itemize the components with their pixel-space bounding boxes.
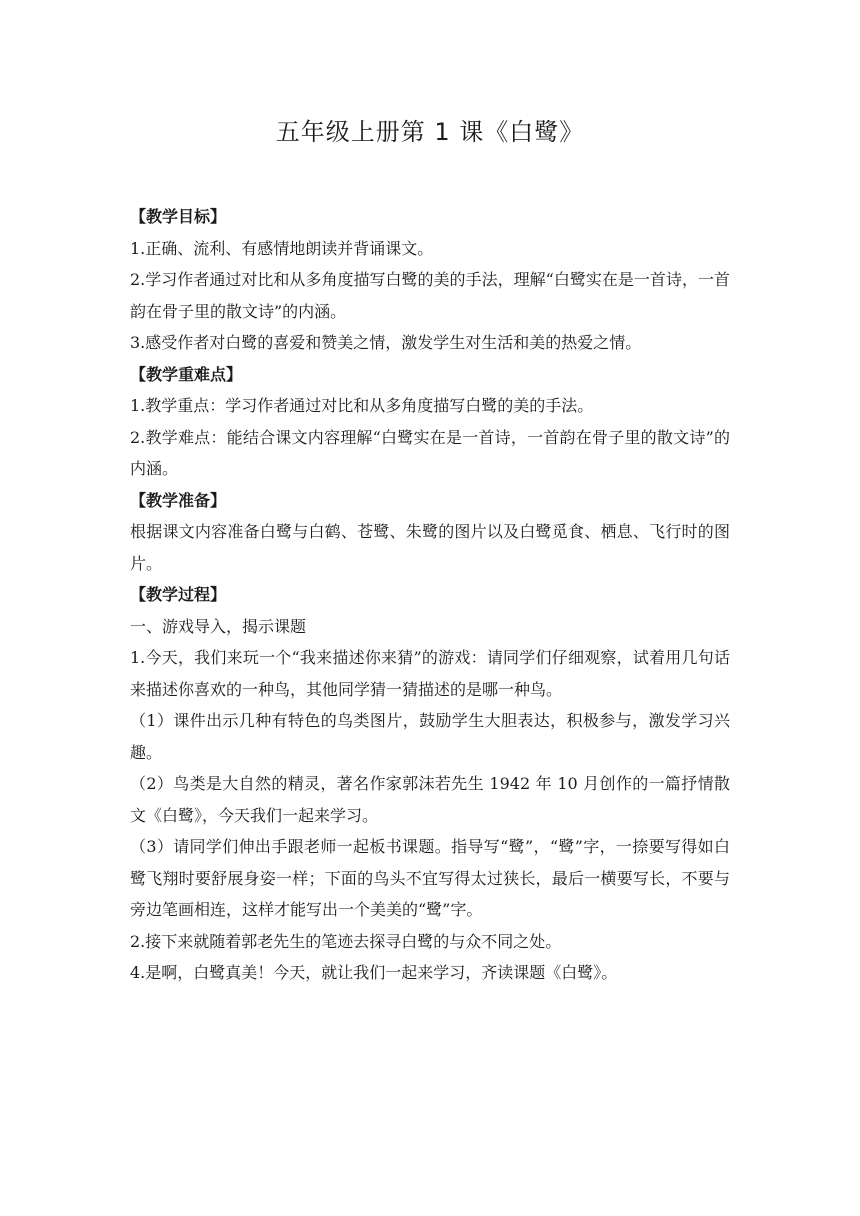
goals-heading: 【教学目标】 — [130, 207, 227, 226]
prep-heading: 【教学准备】 — [130, 490, 227, 510]
process-item: 一、游戏导入，揭示课题 — [130, 616, 307, 636]
process-item: 4.是啊，白鹭真美！今天，就让我们一起来学习，齐读课题《白鹭》。 — [130, 963, 618, 982]
process-item: （1）课件出示几种有特色的鸟类图片，鼓励学生大胆表达，积极参与，激发学习兴趣。 — [130, 711, 730, 762]
process-item: （2）鸟类是大自然的精灵，著名作家郭沫若先生 1942 年 10 月创作的一篇抒情散文《白鹭》，今天我们一起来学习。 — [130, 774, 730, 825]
key-points-heading: 【教学重难点】 — [130, 364, 243, 384]
prep-item: 根据课文内容准备白鹭与白鹤、苍鹭、朱鹭的图片以及白鹭觅食、栖息、飞行时的图片。 — [130, 522, 730, 573]
document-body — [130, 201, 730, 989]
process-item: （3）请同学们伸出手跟老师一起板书课题。指导写“鹭”，“鹭”字，一捺要写得如白鹭飞翔时要舒展身姿一样；下面的鸟头不宜写得太过狭长，最后一横要写长，不要与旁边笔画相连，这样才能写出一个美美的“鹭”字。 — [130, 837, 730, 919]
key-point-item: 2.教学难点：能结合课文内容理解“白鹭实在是一首诗，一首韵在骨子里的散文诗”的内涵。 — [130, 427, 730, 478]
process-item: 1.今天，我们来玩一个“我来描述你来猜”的游戏：请同学们仔细观察，试着用几句话来描述你喜欢的一种鸟，其他同学猜一猜描述的是哪一种鸟。 — [130, 648, 730, 699]
process-heading: 【教学过程】 — [130, 585, 227, 604]
process-item: 2.接下来就随着郭老先生的笔迹去探寻白鹭的与众不同之处。 — [130, 931, 562, 951]
goal-item: 2.学习作者通过对比和从多角度描写白鹭的美的手法，理解“白鹭实在是一首诗，一首韵在骨子里的散文诗”的内涵。 — [130, 270, 730, 321]
document-title: 五年级上册第 1 课《白鹭》 — [275, 118, 585, 146]
goal-item: 1.正确、流利、有感情地朗读并背诵课文。 — [130, 238, 434, 258]
goal-item: 3.感受作者对白鹭的喜爱和赞美之情，激发学生对生活和美的热爱之情。 — [130, 333, 642, 352]
key-point-item: 1.教学重点：学习作者通过对比和从多角度描写白鹭的美的手法。 — [130, 396, 594, 415]
